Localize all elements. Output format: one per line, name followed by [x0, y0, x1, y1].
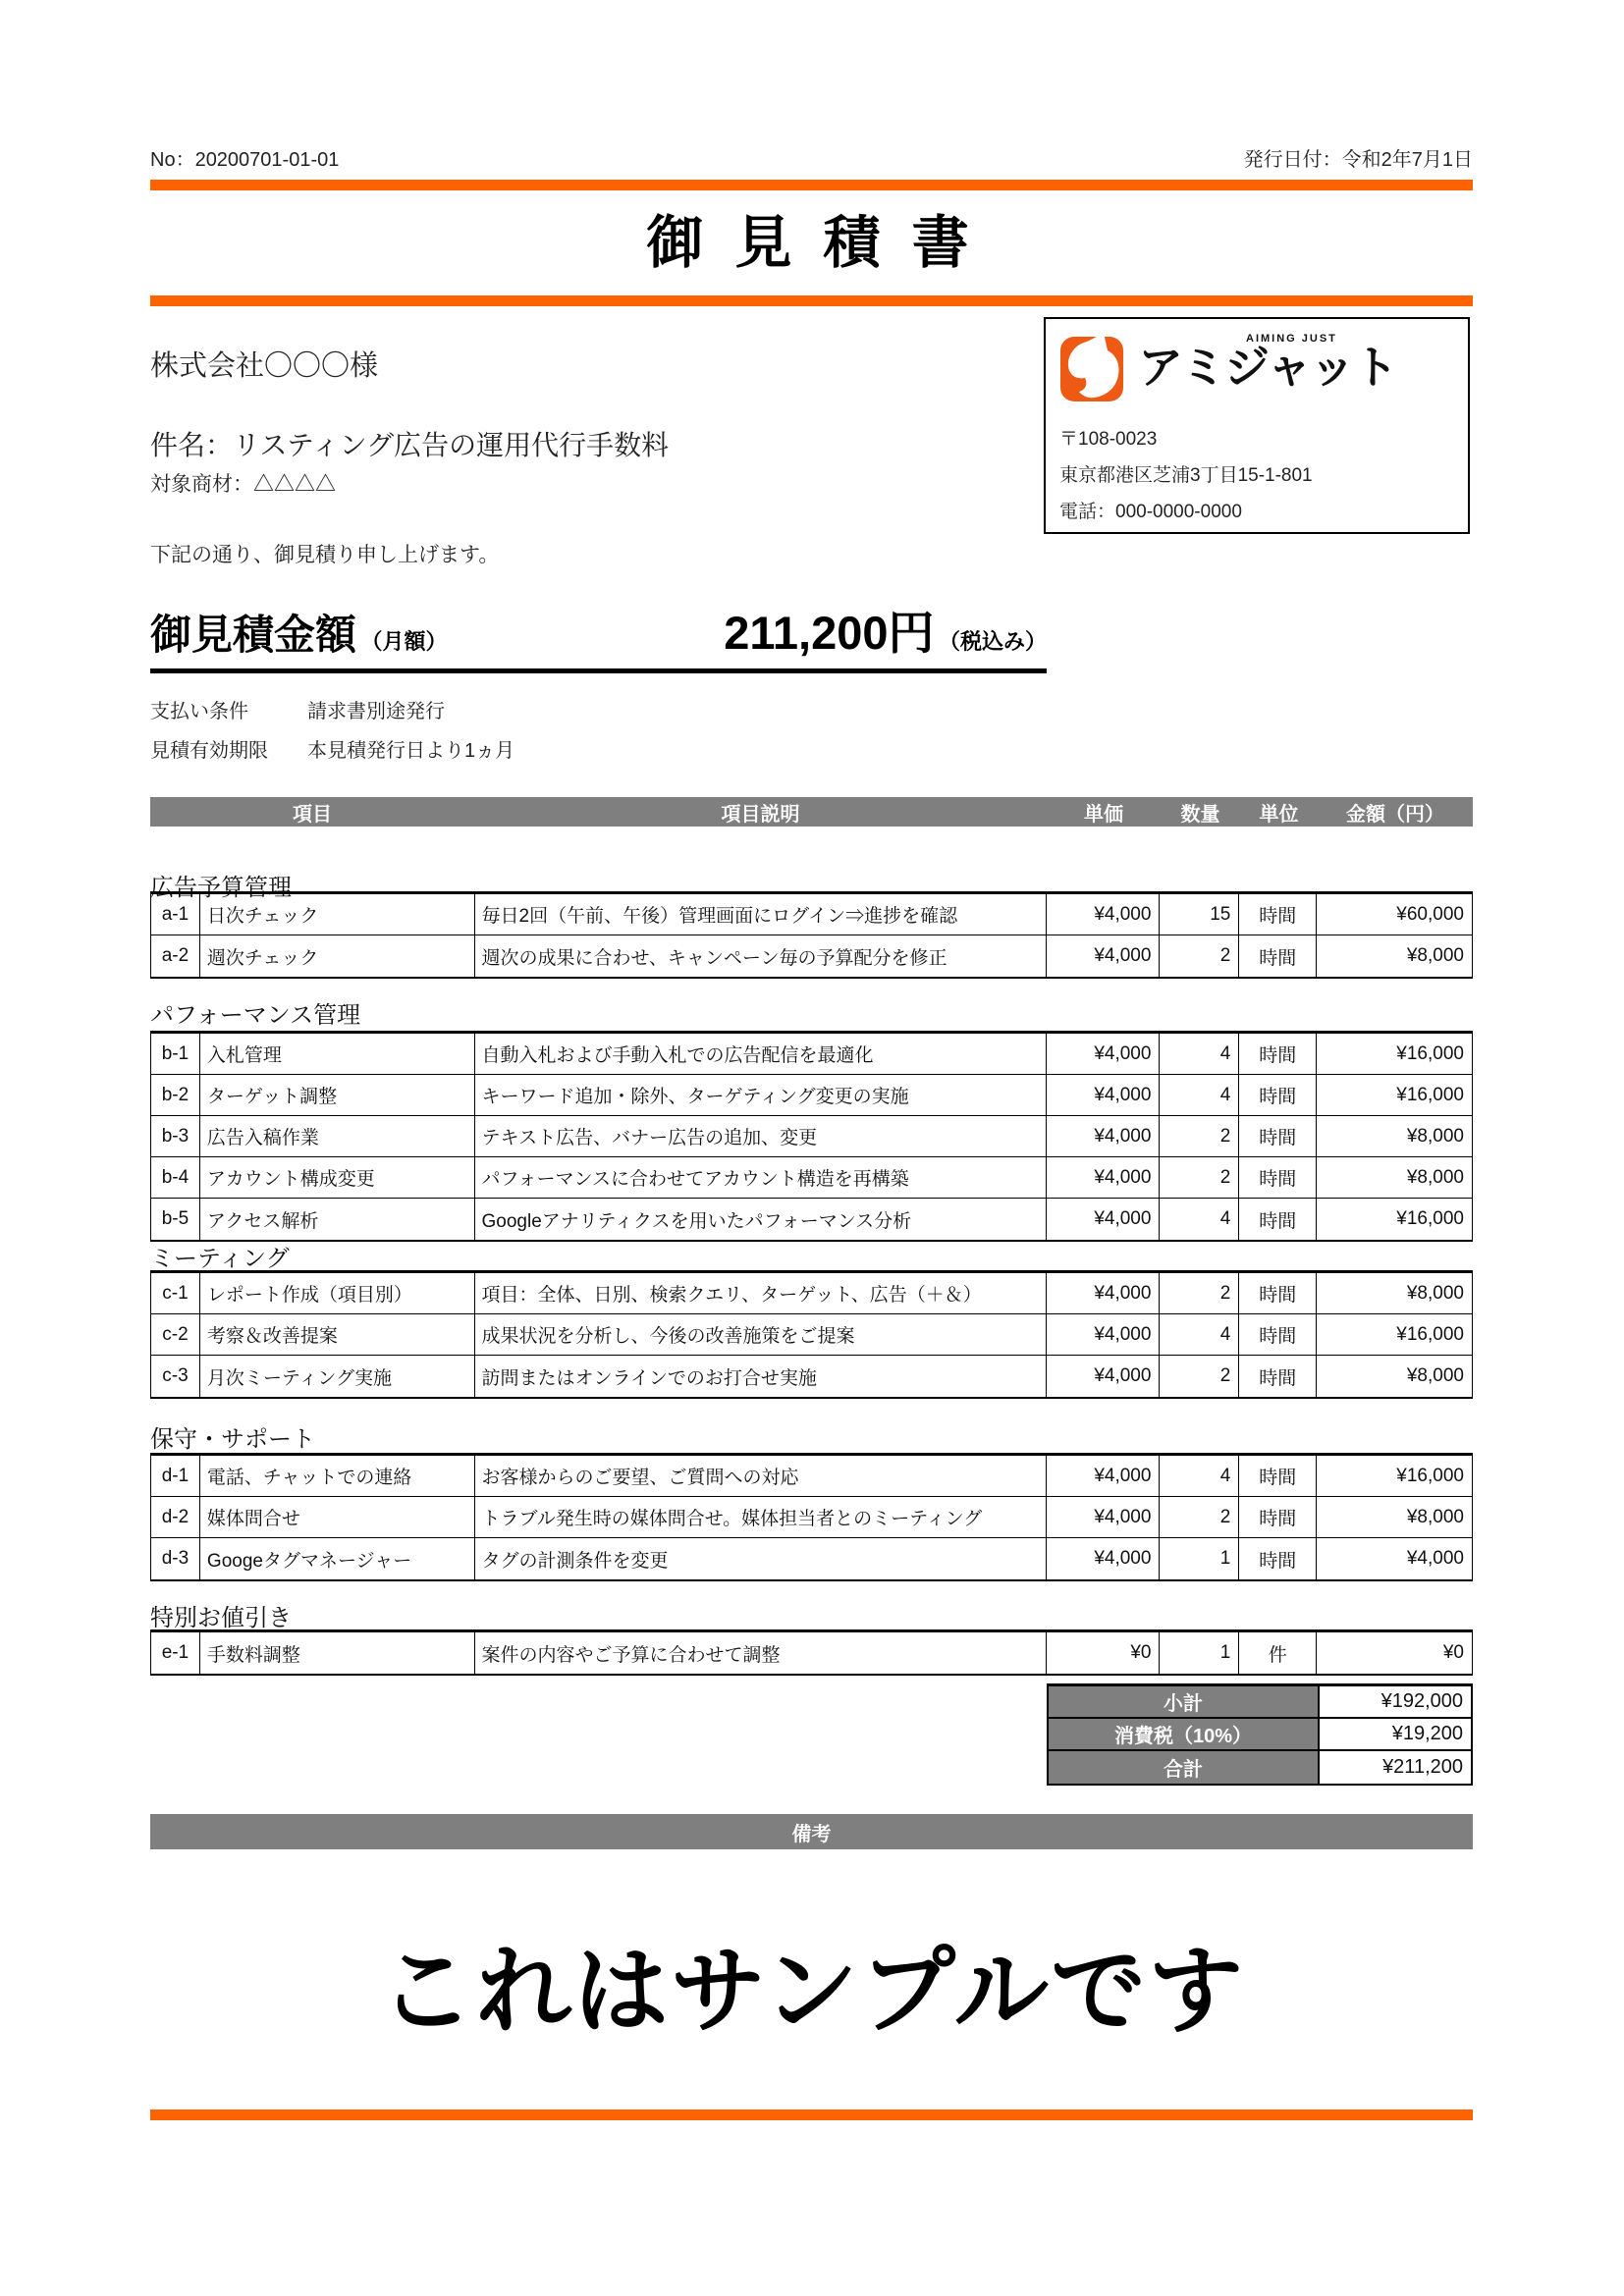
table-budget [150, 891, 1473, 979]
company-logo-icon [1059, 331, 1124, 407]
cell-item: 入札管理 [200, 1034, 475, 1074]
cell-unit: 時間 [1239, 1116, 1317, 1156]
company-logo [1059, 331, 1396, 407]
cell-item: 電話、チャットでの連絡 [200, 1456, 475, 1496]
cell-code: b-4 [151, 1157, 200, 1198]
target-product-line: 対象商材：△△△△ [150, 473, 336, 496]
header-quantity: 数量 [1180, 803, 1220, 826]
cell-quantity: 2 [1160, 1157, 1239, 1198]
table-meeting [150, 1270, 1473, 1399]
cell-amount: ¥16,000 [1396, 1465, 1464, 1486]
section-title-discount: 特別お値引き [150, 1605, 292, 1631]
tax-value: ¥19,200 [1320, 1719, 1471, 1749]
cell-code: d-2 [151, 1497, 200, 1537]
amount-tax-note: （税込み） [938, 629, 1047, 654]
table-row [151, 1034, 1472, 1075]
cell-amount: ¥8,000 [1406, 1125, 1464, 1147]
cell-item: アクセス解析 [200, 1199, 475, 1240]
cell-unit-price: ¥4,000 [1047, 1075, 1161, 1115]
cell-code: d-3 [151, 1538, 200, 1579]
cell-amount: ¥16,000 [1396, 1323, 1464, 1345]
cell-description: キーワード追加・除外、ターゲティング変更の実施 [475, 1075, 1047, 1115]
amount-value: 211,200円 [724, 607, 935, 659]
cell-description: パフォーマンスに合わせてアカウント構造を再構築 [475, 1157, 1047, 1198]
estimate-amount-row [150, 597, 1047, 663]
grand-total-value: ¥211,200 [1320, 1751, 1471, 1784]
cell-code: e-1 [151, 1632, 200, 1674]
cell-unit: 時間 [1239, 935, 1317, 977]
cell-unit: 時間 [1239, 1199, 1317, 1240]
cell-unit: 時間 [1239, 1034, 1317, 1074]
amount-label: 御見積金額 [150, 612, 357, 658]
payment-terms-value: 請求書別途発行 [307, 701, 445, 722]
header-amount: 金額（円） [1346, 803, 1444, 826]
cell-description: 訪問またはオンラインでのお打合せ実施 [475, 1356, 1047, 1397]
remarks-bar: 備考 [150, 1814, 1473, 1849]
company-address-block [1059, 421, 1313, 530]
table-row [151, 1075, 1472, 1116]
page-title: 御 見 積 書 [646, 211, 977, 275]
cell-unit-price: ¥4,000 [1047, 1034, 1161, 1074]
cell-description: お客様からのご要望、ご質問への対応 [475, 1456, 1047, 1496]
cell-unit-price: ¥4,000 [1047, 1116, 1161, 1156]
totals-table [1047, 1683, 1473, 1786]
section-title-performance: パフォーマンス管理 [150, 1002, 361, 1029]
cell-unit: 時間 [1239, 1456, 1317, 1496]
cell-description: 項目：全体、日別、検索クエリ、ターゲット、広告（＋＆） [475, 1273, 1047, 1313]
cell-unit: 時間 [1239, 1273, 1317, 1313]
subtotal-label: 小計 [1049, 1686, 1320, 1717]
company-postal: 〒108-0023 [1059, 429, 1158, 450]
cell-code: c-1 [151, 1273, 200, 1313]
cell-item: Googeタグマネージャー [200, 1538, 475, 1579]
section-title-budget: 広告予算管理 [150, 875, 292, 901]
cell-description: 自動入札および手動入札での広告配信を最適化 [475, 1034, 1047, 1074]
cell-code: b-2 [151, 1075, 200, 1115]
cell-unit-price: ¥4,000 [1047, 1157, 1161, 1198]
cell-unit-price: ¥4,000 [1047, 894, 1161, 934]
cell-code: b-5 [151, 1199, 200, 1240]
cell-unit: 時間 [1239, 1356, 1317, 1397]
top-accent-bar [150, 180, 1473, 190]
greeting-line: 下記の通り、御見積り申し上げます。 [150, 544, 500, 566]
header-unit: 単位 [1259, 803, 1299, 826]
cell-quantity: 4 [1160, 1314, 1239, 1355]
cell-amount: ¥8,000 [1406, 1365, 1464, 1386]
bottom-accent-bar [150, 2109, 1473, 2120]
table-discount [150, 1629, 1473, 1676]
cell-amount: ¥60,000 [1396, 903, 1464, 925]
section-title-meeting: ミーティング [150, 1246, 290, 1272]
amount-underline [150, 668, 1047, 673]
header-item: 項目 [293, 803, 332, 826]
validity-label: 見積有効期限 [150, 740, 268, 762]
cell-description: 案件の内容やご予算に合わせて調整 [475, 1632, 1047, 1674]
cell-amount: ¥0 [1442, 1642, 1464, 1663]
table-row [151, 1157, 1472, 1199]
table-row [151, 1538, 1472, 1579]
cell-description: テキスト広告、バナー広告の追加、変更 [475, 1116, 1047, 1156]
cell-unit-price: ¥4,000 [1047, 1497, 1161, 1537]
cell-unit-price: ¥4,000 [1047, 1456, 1161, 1496]
cell-quantity: 4 [1160, 1034, 1239, 1074]
payment-terms-row [150, 695, 445, 723]
section-title-support: 保守・サポート [150, 1426, 315, 1453]
cell-item: アカウント構成変更 [200, 1157, 475, 1198]
cell-item: 広告入稿作業 [200, 1116, 475, 1156]
cell-unit: 時間 [1239, 894, 1317, 934]
cell-item: 月次ミーティング実施 [200, 1356, 475, 1397]
table-header [150, 797, 1473, 827]
cell-amount: ¥8,000 [1406, 1506, 1464, 1527]
cell-code: b-3 [151, 1116, 200, 1156]
cell-amount: ¥16,000 [1396, 1208, 1464, 1229]
header-unit-price: 単価 [1084, 803, 1123, 826]
cell-unit: 時間 [1239, 1497, 1317, 1537]
cell-item: 日次チェック [200, 894, 475, 934]
cell-quantity: 2 [1160, 935, 1239, 977]
cell-unit-price: ¥4,000 [1047, 1538, 1161, 1579]
subject-line: 件名：リスティング広告の運用代行手数料 [150, 430, 670, 460]
cell-code: a-2 [151, 935, 200, 977]
cell-description: 成果状況を分析し、今後の改善施策をご提案 [475, 1314, 1047, 1355]
company-address: 東京都港区芝浦3丁目15-1-801 [1059, 465, 1313, 487]
cell-code: d-1 [151, 1456, 200, 1496]
validity-row [150, 734, 514, 763]
totals-row [1049, 1686, 1471, 1719]
company-tagline: AIMING JUST [1246, 333, 1337, 345]
grand-total-label: 合計 [1049, 1751, 1320, 1784]
cell-amount: ¥8,000 [1406, 1282, 1464, 1304]
cell-code: c-3 [151, 1356, 200, 1397]
company-phone: 電話：000-0000-0000 [1059, 502, 1242, 523]
cell-unit: 時間 [1239, 1157, 1317, 1198]
company-logo-text [1138, 331, 1397, 393]
cell-unit-price: ¥4,000 [1047, 935, 1161, 977]
document-number: No：20200701-01-01 [150, 149, 340, 171]
cell-item: ターゲット調整 [200, 1075, 475, 1115]
cell-unit: 件 [1239, 1632, 1317, 1674]
table-row [151, 1497, 1472, 1538]
cell-description: 週次の成果に合わせ、キャンペーン毎の予算配分を修正 [475, 935, 1047, 977]
cell-quantity: 1 [1160, 1632, 1239, 1674]
cell-unit: 時間 [1239, 1538, 1317, 1579]
company-info-box [1044, 317, 1470, 534]
cell-item: 媒体問合せ [200, 1497, 475, 1537]
cell-amount: ¥8,000 [1406, 1166, 1464, 1188]
table-performance [150, 1031, 1473, 1242]
cell-description: トラブル発生時の媒体問合せ。媒体担当者とのミーティング [475, 1497, 1047, 1537]
cell-description: Googleアナリティクスを用いたパフォーマンス分析 [475, 1199, 1047, 1240]
table-row [151, 1199, 1472, 1240]
table-row [151, 1116, 1472, 1157]
cell-code: b-1 [151, 1034, 200, 1074]
cell-quantity: 15 [1160, 894, 1239, 934]
cell-amount: ¥8,000 [1406, 945, 1464, 966]
cell-unit-price: ¥4,000 [1047, 1314, 1161, 1355]
cell-quantity: 4 [1160, 1075, 1239, 1115]
cell-item: 手数料調整 [200, 1632, 475, 1674]
subtotal-value: ¥192,000 [1320, 1686, 1471, 1717]
cell-quantity: 2 [1160, 1116, 1239, 1156]
customer-name: 株式会社〇〇〇様 [150, 350, 379, 382]
document-meta-row [150, 143, 1473, 172]
cell-unit-price: ¥4,000 [1047, 1199, 1161, 1240]
table-row [151, 1632, 1472, 1674]
cell-quantity: 2 [1160, 1273, 1239, 1313]
cell-unit-price: ¥4,000 [1047, 1273, 1161, 1313]
cell-description: タグの計測条件を変更 [475, 1538, 1047, 1579]
tax-label: 消費税（10%） [1049, 1719, 1320, 1749]
totals-row [1049, 1751, 1471, 1784]
table-row [151, 935, 1472, 977]
issue-date: 発行日付：令和2年7月1日 [1243, 149, 1473, 171]
amount-sublabel: （月額） [360, 629, 448, 654]
cell-unit: 時間 [1239, 1314, 1317, 1355]
table-row [151, 894, 1472, 935]
cell-quantity: 4 [1160, 1199, 1239, 1240]
cell-quantity: 2 [1160, 1497, 1239, 1537]
sample-watermark-text: これはサンプルです [378, 1938, 1246, 2045]
title-accent-bar [150, 295, 1473, 306]
table-row [151, 1356, 1472, 1397]
cell-item: 考察＆改善提案 [200, 1314, 475, 1355]
payment-terms-label: 支払い条件 [150, 701, 248, 722]
cell-amount: ¥4,000 [1406, 1548, 1464, 1569]
cell-unit-price: ¥4,000 [1047, 1356, 1161, 1397]
table-support [150, 1453, 1473, 1581]
cell-amount: ¥16,000 [1396, 1042, 1464, 1064]
cell-quantity: 1 [1160, 1538, 1239, 1579]
cell-code: c-2 [151, 1314, 200, 1355]
cell-quantity: 2 [1160, 1356, 1239, 1397]
cell-unit: 時間 [1239, 1075, 1317, 1115]
cell-description: 毎日2回（午前、午後）管理画面にログイン⇒進捗を確認 [475, 894, 1047, 934]
cell-item: レポート作成（項目別） [200, 1273, 475, 1313]
company-name: アミジャット [1138, 342, 1397, 393]
cell-unit-price: ¥0 [1047, 1632, 1161, 1674]
cell-quantity: 4 [1160, 1456, 1239, 1496]
cell-item: 週次チェック [200, 935, 475, 977]
table-row [151, 1456, 1472, 1497]
cell-code: a-1 [151, 894, 200, 934]
totals-row [1049, 1719, 1471, 1751]
header-description: 項目説明 [721, 803, 800, 826]
validity-value: 本見積発行日より1ヵ月 [307, 740, 515, 762]
table-row [151, 1273, 1472, 1314]
cell-amount: ¥16,000 [1396, 1084, 1464, 1105]
table-row [151, 1314, 1472, 1356]
